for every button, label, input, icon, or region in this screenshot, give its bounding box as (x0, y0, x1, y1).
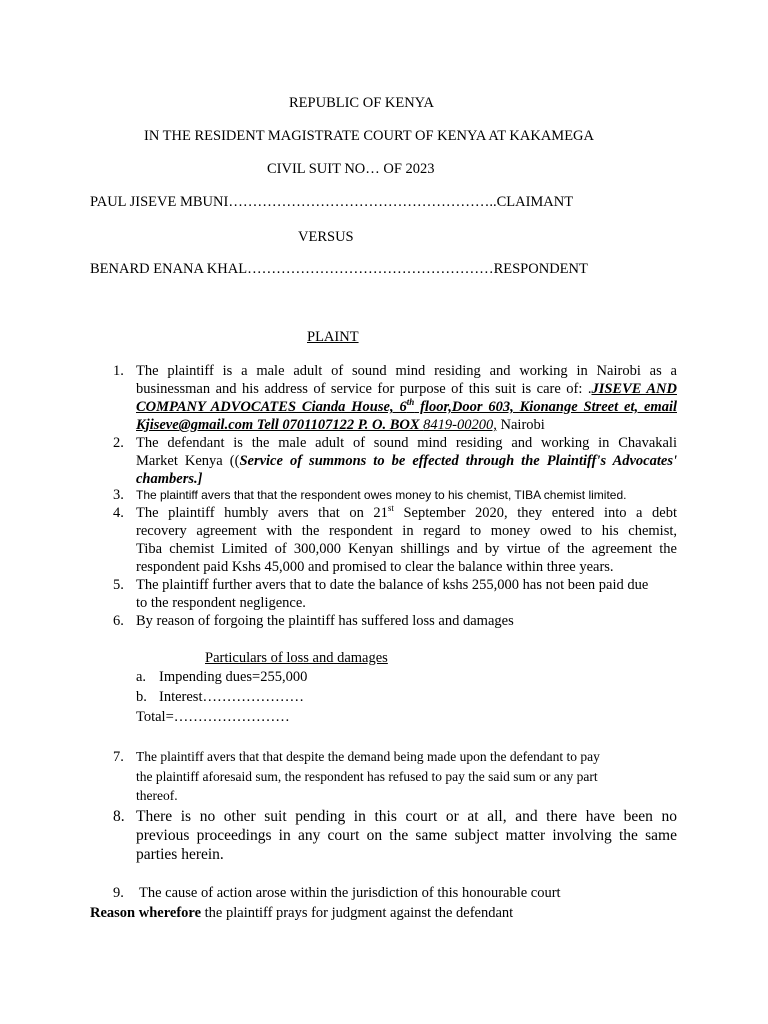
advocates-contact: Kjiseve@gmail.com Tell 0701107122 P. O. BOX (136, 417, 424, 433)
respondent-line (90, 260, 588, 278)
item-2-line-3: chambers.] (136, 471, 203, 487)
item-8-number: 8. (113, 808, 125, 825)
po-box: 8419-00200, (423, 417, 497, 433)
closing-line (90, 904, 513, 922)
item-2-number: 2. (113, 435, 124, 451)
item-1-line-3 (136, 398, 677, 416)
floor-suffix: th (406, 397, 415, 408)
item-6-line-1: By reason of forgoing the plaintiff has suffered loss and damages (136, 613, 514, 629)
particular-total: Total=…………………… (136, 709, 290, 725)
item-8-line-3: parties herein. (136, 846, 224, 863)
item-4-line-4: respondent paid Kshs 45,000 and promised to clear the balance within three years. (136, 559, 614, 575)
item-3-number: 3. (113, 487, 124, 503)
item-8-line-2: previous proceedings in any court on the same subject matter involving the same (136, 827, 677, 844)
item-1-number: 1. (113, 363, 124, 379)
item-1-line-1: The plaintiff is a male adult of sound mind residing and working in Nairobi as a (136, 363, 677, 379)
item-4-text-cont: September 2020, they entered into a debt (393, 505, 677, 521)
claimant-dots: ……………………………………………….. (228, 194, 497, 210)
claimant-name: PAUL JISEVE MBUNI (90, 194, 229, 210)
respondent-role: RESPONDENT (493, 261, 588, 277)
service-note: Service of summons to be effected through the Plaintiff's Advocates' (239, 453, 678, 469)
claimant-role: CLAIMANT (496, 194, 574, 210)
item-4-line-1 (136, 504, 677, 522)
particular-a-text: Impending dues=255,000 (159, 669, 308, 685)
city: Nairobi (496, 417, 545, 433)
item-7-line-1: The plaintiff avers that that despite the demand being made upon the defendant to pay (136, 749, 600, 764)
item-1-text: businessman and his address of service for purpose of this suit is care of: . (136, 381, 592, 397)
item-4-number: 4. (113, 505, 124, 521)
particular-b-text: Interest………………… (159, 689, 304, 705)
item-7-number: 7. (113, 749, 124, 765)
item-8-line-1: There is no other suit pending in this court or at all, and there have been no (136, 808, 677, 825)
respondent-dots: …………………………………………… (247, 261, 494, 277)
item-4-line-3: Tiba chemist Limited of 300,000 Kenyan shillings and by virtue of the agreement the (136, 541, 677, 557)
plaint-title: PLAINT (307, 329, 359, 345)
item-4-line-2: recovery agreement with the respondent in regard to money owed to his chemist, (136, 523, 677, 539)
item-5-line-2: to the respondent negligence. (136, 595, 306, 611)
item-5-number: 5. (113, 577, 124, 593)
particulars-heading: Particulars of loss and damages (205, 650, 388, 666)
item-5-line-1: The plaintiff further avers that to date the balance of kshs 255,000 has not been paid due (136, 577, 649, 593)
closing-text: the plaintiff prays for judgment against the defendant (201, 905, 514, 921)
item-2-text: Market Kenya (( (136, 453, 240, 469)
versus-label: VERSUS (298, 229, 354, 245)
respondent-name: BENARD ENANA KHAL (90, 261, 248, 277)
republic-heading: REPUBLIC OF KENYA (289, 95, 435, 111)
item-9-line-1: The cause of action arose within the jurisdiction of this honourable court (139, 885, 561, 901)
particular-a-label: a. (136, 669, 147, 685)
item-3-line-1: The plaintiff avers that that the respondent owes money to his chemist, TIBA chemist limited. (136, 488, 627, 502)
item-1-line-4 (136, 416, 545, 434)
suit-number: CIVIL SUIT NO… OF 2023 (267, 161, 435, 177)
item-6-number: 6. (113, 613, 124, 629)
item-2-line-2 (136, 452, 677, 470)
item-9-number: 9. (113, 885, 124, 901)
advocates-name: JISEVE AND (591, 381, 677, 397)
item-2-line-1: The defendant is the male adult of sound mind residing and working in Chavakali (136, 435, 677, 451)
item-7-line-2: the plaintiff aforesaid sum, the respondent has refused to pay the said sum or any part (136, 769, 598, 784)
item-7-line-3: thereof. (136, 788, 178, 803)
claimant-line (90, 193, 573, 211)
particular-b-label: b. (136, 689, 147, 705)
court-heading: IN THE RESIDENT MAGISTRATE COURT OF KENYA AT KAKAMEGA (144, 128, 594, 144)
item-4-text: The plaintiff humbly avers that on 21 (136, 505, 388, 521)
advocates-address-cont: floor,Door 603, Kionange Street et, email (414, 399, 677, 415)
closing-bold: Reason wherefore (90, 905, 202, 921)
date-suffix: st (387, 503, 394, 514)
advocates-address: COMPANY ADVOCATES Cianda House, 6 (136, 399, 407, 415)
item-1-line-2 (136, 380, 677, 398)
